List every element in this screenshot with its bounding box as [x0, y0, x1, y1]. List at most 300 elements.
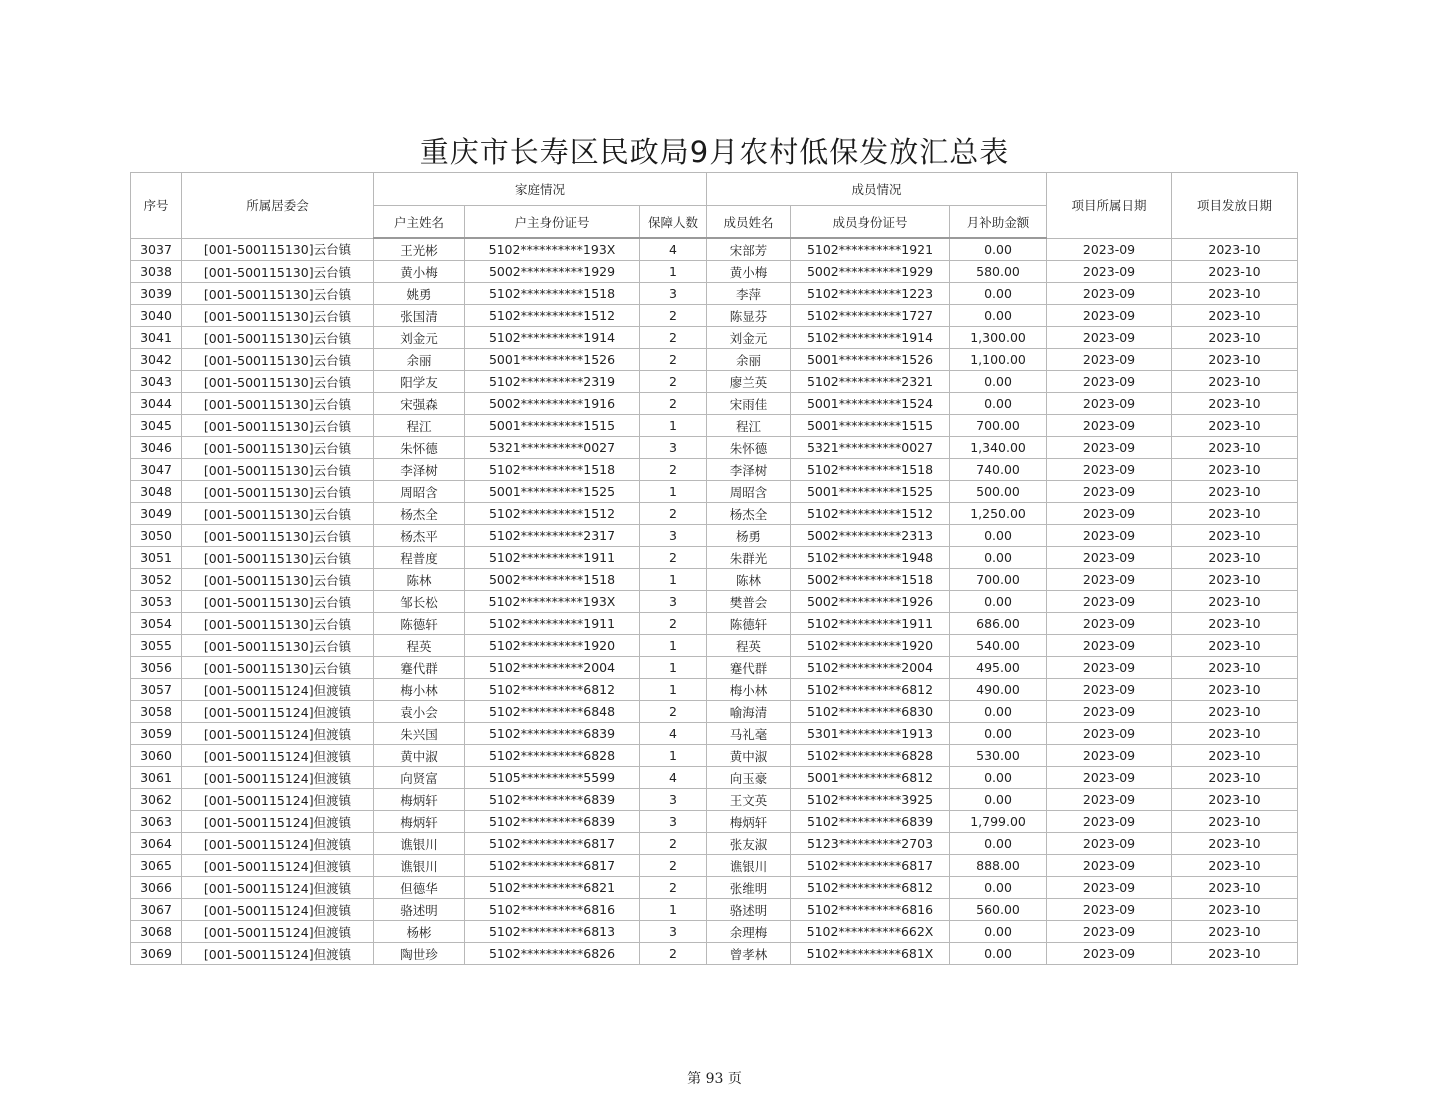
cell-seq: 3065: [131, 855, 182, 877]
page-title: 重庆市长寿区民政局9月农村低保发放汇总表: [419, 135, 1010, 169]
cell-issue-date: 2023-10: [1172, 943, 1298, 965]
cell-issue-date: 2023-10: [1172, 481, 1298, 503]
cell-seq: 3052: [131, 569, 182, 591]
table-row: [131, 943, 1298, 965]
cell-project-date: 2023-09: [1047, 943, 1172, 965]
cell-member-id: 5102**********681X: [791, 943, 950, 965]
cell-head-name: 梅炳轩: [374, 811, 465, 833]
cell-seq: 3041: [131, 327, 182, 349]
cell-member-id: 5301**********1913: [791, 723, 950, 745]
cell-head-id: 5001**********1515: [465, 415, 640, 437]
cell-member-name: 陈林: [707, 569, 791, 591]
header-monthly-amount: 月补助金额: [950, 206, 1047, 239]
cell-monthly-amount: 1,300.00: [950, 327, 1047, 349]
cell-issue-date: 2023-10: [1172, 437, 1298, 459]
cell-committee: [001-500115130]云台镇: [182, 305, 374, 327]
cell-member-name: 宋部芳: [707, 238, 791, 261]
cell-committee: [001-500115130]云台镇: [182, 635, 374, 657]
cell-member-name: 张维明: [707, 877, 791, 899]
header-family-group: 家庭情况: [374, 173, 707, 206]
cell-monthly-amount: 1,799.00: [950, 811, 1047, 833]
cell-head-id: 5102**********1518: [465, 459, 640, 481]
cell-insured-count: 2: [640, 701, 707, 723]
cell-head-name: 阳学友: [374, 371, 465, 393]
table-row: [131, 723, 1298, 745]
cell-head-name: 黄中淑: [374, 745, 465, 767]
cell-monthly-amount: 0.00: [950, 833, 1047, 855]
cell-member-id: 5002**********1518: [791, 569, 950, 591]
cell-monthly-amount: 0.00: [950, 238, 1047, 261]
cell-issue-date: 2023-10: [1172, 525, 1298, 547]
cell-project-date: 2023-09: [1047, 613, 1172, 635]
cell-monthly-amount: 560.00: [950, 899, 1047, 921]
cell-member-name: 杨勇: [707, 525, 791, 547]
cell-seq: 3064: [131, 833, 182, 855]
cell-head-id: 5002**********1929: [465, 261, 640, 283]
cell-head-id: 5102**********6817: [465, 855, 640, 877]
table-row: [131, 789, 1298, 811]
header-seq: 序号: [131, 173, 182, 239]
header-head-name: 户主姓名: [374, 206, 465, 239]
cell-seq: 3048: [131, 481, 182, 503]
cell-head-name: 程江: [374, 415, 465, 437]
header-head-id: 户主身份证号: [465, 206, 640, 239]
table-row: [131, 415, 1298, 437]
cell-monthly-amount: 580.00: [950, 261, 1047, 283]
table-row: [131, 855, 1298, 877]
cell-project-date: 2023-09: [1047, 679, 1172, 701]
table-row: [131, 525, 1298, 547]
cell-issue-date: 2023-10: [1172, 613, 1298, 635]
cell-project-date: 2023-09: [1047, 767, 1172, 789]
cell-issue-date: 2023-10: [1172, 591, 1298, 613]
cell-issue-date: 2023-10: [1172, 283, 1298, 305]
cell-member-id: 5102**********1223: [791, 283, 950, 305]
cell-member-id: 5102**********1920: [791, 635, 950, 657]
cell-head-name: 朱怀德: [374, 437, 465, 459]
cell-monthly-amount: 0.00: [950, 305, 1047, 327]
cell-issue-date: 2023-10: [1172, 833, 1298, 855]
cell-head-id: 5001**********1526: [465, 349, 640, 371]
cell-head-name: 程普度: [374, 547, 465, 569]
table-row: [131, 393, 1298, 415]
cell-issue-date: 2023-10: [1172, 371, 1298, 393]
cell-seq: 3044: [131, 393, 182, 415]
cell-project-date: 2023-09: [1047, 261, 1172, 283]
table-row: [131, 547, 1298, 569]
cell-seq: 3038: [131, 261, 182, 283]
cell-monthly-amount: 0.00: [950, 789, 1047, 811]
cell-project-date: 2023-09: [1047, 635, 1172, 657]
header-project-date: 项目所属日期: [1047, 173, 1172, 239]
cell-seq: 3049: [131, 503, 182, 525]
cell-head-name: 谯银川: [374, 855, 465, 877]
cell-project-date: 2023-09: [1047, 723, 1172, 745]
cell-insured-count: 1: [640, 481, 707, 503]
cell-committee: [001-500115124]但渡镇: [182, 921, 374, 943]
cell-member-id: 5002**********1926: [791, 591, 950, 613]
cell-project-date: 2023-09: [1047, 393, 1172, 415]
cell-project-date: 2023-09: [1047, 877, 1172, 899]
cell-head-id: 5102**********6839: [465, 723, 640, 745]
header-committee: 所属居委会: [182, 173, 374, 239]
table-row: [131, 745, 1298, 767]
cell-head-name: 刘金元: [374, 327, 465, 349]
cell-monthly-amount: 0.00: [950, 767, 1047, 789]
cell-insured-count: 2: [640, 613, 707, 635]
cell-head-name: 邹长松: [374, 591, 465, 613]
cell-member-name: 刘金元: [707, 327, 791, 349]
cell-member-id: 5102**********6830: [791, 701, 950, 723]
cell-issue-date: 2023-10: [1172, 635, 1298, 657]
cell-project-date: 2023-09: [1047, 283, 1172, 305]
cell-issue-date: 2023-10: [1172, 899, 1298, 921]
cell-seq: 3053: [131, 591, 182, 613]
cell-member-id: 5001**********1515: [791, 415, 950, 437]
cell-head-id: 5102**********6826: [465, 943, 640, 965]
cell-insured-count: 4: [640, 238, 707, 261]
cell-head-id: 5102**********1920: [465, 635, 640, 657]
cell-project-date: 2023-09: [1047, 855, 1172, 877]
cell-seq: 3061: [131, 767, 182, 789]
cell-member-id: 5102**********662X: [791, 921, 950, 943]
cell-project-date: 2023-09: [1047, 238, 1172, 261]
cell-head-name: 李泽树: [374, 459, 465, 481]
cell-committee: [001-500115130]云台镇: [182, 459, 374, 481]
cell-member-name: 梅炳轩: [707, 811, 791, 833]
cell-member-name: 周昭含: [707, 481, 791, 503]
cell-head-id: 5105**********5599: [465, 767, 640, 789]
cell-member-id: 5102**********6812: [791, 877, 950, 899]
cell-head-name: 王光彬: [374, 238, 465, 261]
cell-project-date: 2023-09: [1047, 833, 1172, 855]
cell-committee: [001-500115124]但渡镇: [182, 877, 374, 899]
cell-issue-date: 2023-10: [1172, 569, 1298, 591]
cell-project-date: 2023-09: [1047, 657, 1172, 679]
cell-head-id: 5102**********1512: [465, 305, 640, 327]
cell-committee: [001-500115124]但渡镇: [182, 833, 374, 855]
cell-member-id: 5102**********1727: [791, 305, 950, 327]
cell-head-name: 周昭含: [374, 481, 465, 503]
cell-project-date: 2023-09: [1047, 503, 1172, 525]
cell-monthly-amount: 740.00: [950, 459, 1047, 481]
cell-committee: [001-500115124]但渡镇: [182, 767, 374, 789]
cell-insured-count: 1: [640, 569, 707, 591]
cell-issue-date: 2023-10: [1172, 855, 1298, 877]
cell-seq: 3066: [131, 877, 182, 899]
cell-member-id: 5002**********1929: [791, 261, 950, 283]
cell-head-id: 5102**********6813: [465, 921, 640, 943]
cell-member-id: 5102**********6812: [791, 679, 950, 701]
cell-head-name: 陶世珍: [374, 943, 465, 965]
cell-member-name: 蹇代群: [707, 657, 791, 679]
cell-head-id: 5102**********1914: [465, 327, 640, 349]
cell-member-name: 陈德轩: [707, 613, 791, 635]
cell-member-name: 马礼毫: [707, 723, 791, 745]
cell-committee: [001-500115130]云台镇: [182, 261, 374, 283]
table-row: [131, 899, 1298, 921]
cell-insured-count: 3: [640, 283, 707, 305]
page-number: 第 93 页: [687, 1071, 742, 1087]
cell-member-name: 黄中淑: [707, 745, 791, 767]
cell-member-name: 张友淑: [707, 833, 791, 855]
table-row: [131, 569, 1298, 591]
cell-head-name: 陈林: [374, 569, 465, 591]
cell-committee: [001-500115130]云台镇: [182, 525, 374, 547]
cell-member-id: 5102**********6839: [791, 811, 950, 833]
cell-head-name: 向贤富: [374, 767, 465, 789]
cell-head-id: 5102**********6839: [465, 789, 640, 811]
cell-insured-count: 1: [640, 745, 707, 767]
cell-head-id: 5102**********6848: [465, 701, 640, 723]
cell-insured-count: 3: [640, 525, 707, 547]
cell-insured-count: 2: [640, 547, 707, 569]
cell-head-id: 5102**********6816: [465, 899, 640, 921]
table-row: [131, 481, 1298, 503]
cell-seq: 3051: [131, 547, 182, 569]
cell-member-id: 5001**********6812: [791, 767, 950, 789]
cell-insured-count: 1: [640, 635, 707, 657]
cell-head-id: 5102**********2317: [465, 525, 640, 547]
cell-project-date: 2023-09: [1047, 437, 1172, 459]
cell-insured-count: 1: [640, 899, 707, 921]
cell-member-name: 程英: [707, 635, 791, 657]
table-row: [131, 657, 1298, 679]
cell-committee: [001-500115130]云台镇: [182, 349, 374, 371]
cell-member-id: 5321**********0027: [791, 437, 950, 459]
cell-head-name: 骆述明: [374, 899, 465, 921]
cell-seq: 3054: [131, 613, 182, 635]
cell-seq: 3043: [131, 371, 182, 393]
cell-head-id: 5002**********1518: [465, 569, 640, 591]
header-member-group: 成员情况: [707, 173, 1047, 206]
cell-seq: 3040: [131, 305, 182, 327]
cell-committee: [001-500115130]云台镇: [182, 547, 374, 569]
cell-monthly-amount: 495.00: [950, 657, 1047, 679]
cell-head-id: 5102**********6817: [465, 833, 640, 855]
cell-issue-date: 2023-10: [1172, 415, 1298, 437]
cell-insured-count: 3: [640, 591, 707, 613]
cell-monthly-amount: 0.00: [950, 283, 1047, 305]
cell-insured-count: 2: [640, 877, 707, 899]
cell-committee: [001-500115124]但渡镇: [182, 811, 374, 833]
cell-head-name: 袁小会: [374, 701, 465, 723]
header-member-name: 成员姓名: [707, 206, 791, 239]
cell-monthly-amount: 0.00: [950, 371, 1047, 393]
table-row: [131, 327, 1298, 349]
cell-committee: [001-500115130]云台镇: [182, 238, 374, 261]
cell-member-name: 朱怀德: [707, 437, 791, 459]
cell-member-name: 黄小梅: [707, 261, 791, 283]
table-row: [131, 701, 1298, 723]
cell-member-id: 5102**********3925: [791, 789, 950, 811]
cell-monthly-amount: 0.00: [950, 525, 1047, 547]
cell-member-id: 5102**********1921: [791, 238, 950, 261]
cell-committee: [001-500115130]云台镇: [182, 415, 374, 437]
table-row: [131, 503, 1298, 525]
cell-seq: 3063: [131, 811, 182, 833]
table-row: [131, 921, 1298, 943]
cell-member-id: 5001**********1526: [791, 349, 950, 371]
cell-insured-count: 2: [640, 349, 707, 371]
cell-member-id: 5102**********1518: [791, 459, 950, 481]
cell-committee: [001-500115124]但渡镇: [182, 855, 374, 877]
cell-member-name: 杨杰全: [707, 503, 791, 525]
cell-head-name: 蹇代群: [374, 657, 465, 679]
cell-member-name: 梅小林: [707, 679, 791, 701]
cell-issue-date: 2023-10: [1172, 877, 1298, 899]
cell-seq: 3055: [131, 635, 182, 657]
cell-head-id: 5102**********1911: [465, 547, 640, 569]
cell-issue-date: 2023-10: [1172, 723, 1298, 745]
cell-issue-date: 2023-10: [1172, 349, 1298, 371]
cell-seq: 3056: [131, 657, 182, 679]
cell-member-name: 喻海清: [707, 701, 791, 723]
cell-head-name: 程英: [374, 635, 465, 657]
cell-seq: 3046: [131, 437, 182, 459]
cell-insured-count: 4: [640, 767, 707, 789]
cell-seq: 3058: [131, 701, 182, 723]
cell-member-id: 5102**********6817: [791, 855, 950, 877]
cell-seq: 3057: [131, 679, 182, 701]
cell-insured-count: 3: [640, 437, 707, 459]
header-issue-date: 项目发放日期: [1172, 173, 1298, 239]
cell-monthly-amount: 0.00: [950, 701, 1047, 723]
cell-head-name: 杨杰平: [374, 525, 465, 547]
cell-member-name: 曾孝林: [707, 943, 791, 965]
cell-member-id: 5102**********1948: [791, 547, 950, 569]
table-row: [131, 767, 1298, 789]
cell-project-date: 2023-09: [1047, 305, 1172, 327]
cell-insured-count: 2: [640, 327, 707, 349]
cell-issue-date: 2023-10: [1172, 701, 1298, 723]
cell-seq: 3062: [131, 789, 182, 811]
cell-member-name: 廖兰英: [707, 371, 791, 393]
cell-member-name: 宋雨佳: [707, 393, 791, 415]
cell-project-date: 2023-09: [1047, 701, 1172, 723]
table-body: [131, 238, 1298, 965]
cell-seq: 3067: [131, 899, 182, 921]
table-row: [131, 635, 1298, 657]
cell-insured-count: 2: [640, 393, 707, 415]
table-header: [131, 173, 1298, 239]
cell-committee: [001-500115130]云台镇: [182, 371, 374, 393]
cell-member-name: 李泽树: [707, 459, 791, 481]
cell-insured-count: 1: [640, 261, 707, 283]
cell-project-date: 2023-09: [1047, 415, 1172, 437]
cell-head-name: 杨杰全: [374, 503, 465, 525]
cell-member-id: 5102**********2321: [791, 371, 950, 393]
cell-monthly-amount: 0.00: [950, 723, 1047, 745]
cell-head-name: 梅小林: [374, 679, 465, 701]
cell-head-id: 5102**********6828: [465, 745, 640, 767]
cell-insured-count: 2: [640, 305, 707, 327]
cell-member-id: 5102**********1911: [791, 613, 950, 635]
cell-member-name: 陈显芬: [707, 305, 791, 327]
table-row: [131, 349, 1298, 371]
cell-monthly-amount: 490.00: [950, 679, 1047, 701]
cell-seq: 3037: [131, 238, 182, 261]
cell-issue-date: 2023-10: [1172, 789, 1298, 811]
cell-member-name: 程江: [707, 415, 791, 437]
cell-project-date: 2023-09: [1047, 481, 1172, 503]
cell-member-name: 向玉豪: [707, 767, 791, 789]
cell-committee: [001-500115130]云台镇: [182, 569, 374, 591]
cell-insured-count: 3: [640, 921, 707, 943]
cell-issue-date: 2023-10: [1172, 547, 1298, 569]
cell-committee: [001-500115130]云台镇: [182, 437, 374, 459]
cell-member-name: 谯银川: [707, 855, 791, 877]
cell-monthly-amount: 0.00: [950, 943, 1047, 965]
cell-monthly-amount: 0.00: [950, 877, 1047, 899]
cell-head-id: 5321**********0027: [465, 437, 640, 459]
cell-project-date: 2023-09: [1047, 899, 1172, 921]
cell-committee: [001-500115124]但渡镇: [182, 943, 374, 965]
cell-monthly-amount: 1,100.00: [950, 349, 1047, 371]
cell-issue-date: 2023-10: [1172, 305, 1298, 327]
cell-head-id: 5102**********6821: [465, 877, 640, 899]
cell-head-name: 朱兴国: [374, 723, 465, 745]
cell-project-date: 2023-09: [1047, 811, 1172, 833]
cell-member-id: 5102**********1914: [791, 327, 950, 349]
cell-monthly-amount: 686.00: [950, 613, 1047, 635]
cell-insured-count: 1: [640, 657, 707, 679]
cell-issue-date: 2023-10: [1172, 767, 1298, 789]
cell-seq: 3060: [131, 745, 182, 767]
table-row: [131, 877, 1298, 899]
table-row: [131, 833, 1298, 855]
cell-insured-count: 4: [640, 723, 707, 745]
cell-project-date: 2023-09: [1047, 591, 1172, 613]
cell-committee: [001-500115130]云台镇: [182, 481, 374, 503]
table-row: [131, 283, 1298, 305]
cell-monthly-amount: 700.00: [950, 415, 1047, 437]
cell-seq: 3047: [131, 459, 182, 481]
cell-insured-count: 2: [640, 371, 707, 393]
cell-member-id: 5102**********6816: [791, 899, 950, 921]
cell-project-date: 2023-09: [1047, 371, 1172, 393]
cell-monthly-amount: 500.00: [950, 481, 1047, 503]
cell-monthly-amount: 0.00: [950, 393, 1047, 415]
cell-head-name: 谯银川: [374, 833, 465, 855]
cell-insured-count: 1: [640, 415, 707, 437]
table-row: [131, 238, 1298, 261]
cell-member-id: 5102**********1512: [791, 503, 950, 525]
cell-head-name: 但德华: [374, 877, 465, 899]
cell-head-id: 5001**********1525: [465, 481, 640, 503]
cell-head-id: 5102**********193X: [465, 591, 640, 613]
cell-seq: 3039: [131, 283, 182, 305]
cell-member-name: 王文英: [707, 789, 791, 811]
cell-committee: [001-500115124]但渡镇: [182, 679, 374, 701]
cell-insured-count: 3: [640, 811, 707, 833]
cell-head-name: 梅炳轩: [374, 789, 465, 811]
cell-monthly-amount: 540.00: [950, 635, 1047, 657]
cell-issue-date: 2023-10: [1172, 261, 1298, 283]
cell-member-name: 樊普会: [707, 591, 791, 613]
header-member-id: 成员身份证号: [791, 206, 950, 239]
cell-project-date: 2023-09: [1047, 349, 1172, 371]
cell-committee: [001-500115130]云台镇: [182, 503, 374, 525]
header-insured-count: 保障人数: [640, 206, 707, 239]
table-row: [131, 371, 1298, 393]
summary-table: [130, 172, 1298, 965]
cell-insured-count: 2: [640, 503, 707, 525]
cell-project-date: 2023-09: [1047, 459, 1172, 481]
cell-member-name: 余丽: [707, 349, 791, 371]
cell-head-id: 5102**********1911: [465, 613, 640, 635]
cell-monthly-amount: 0.00: [950, 547, 1047, 569]
